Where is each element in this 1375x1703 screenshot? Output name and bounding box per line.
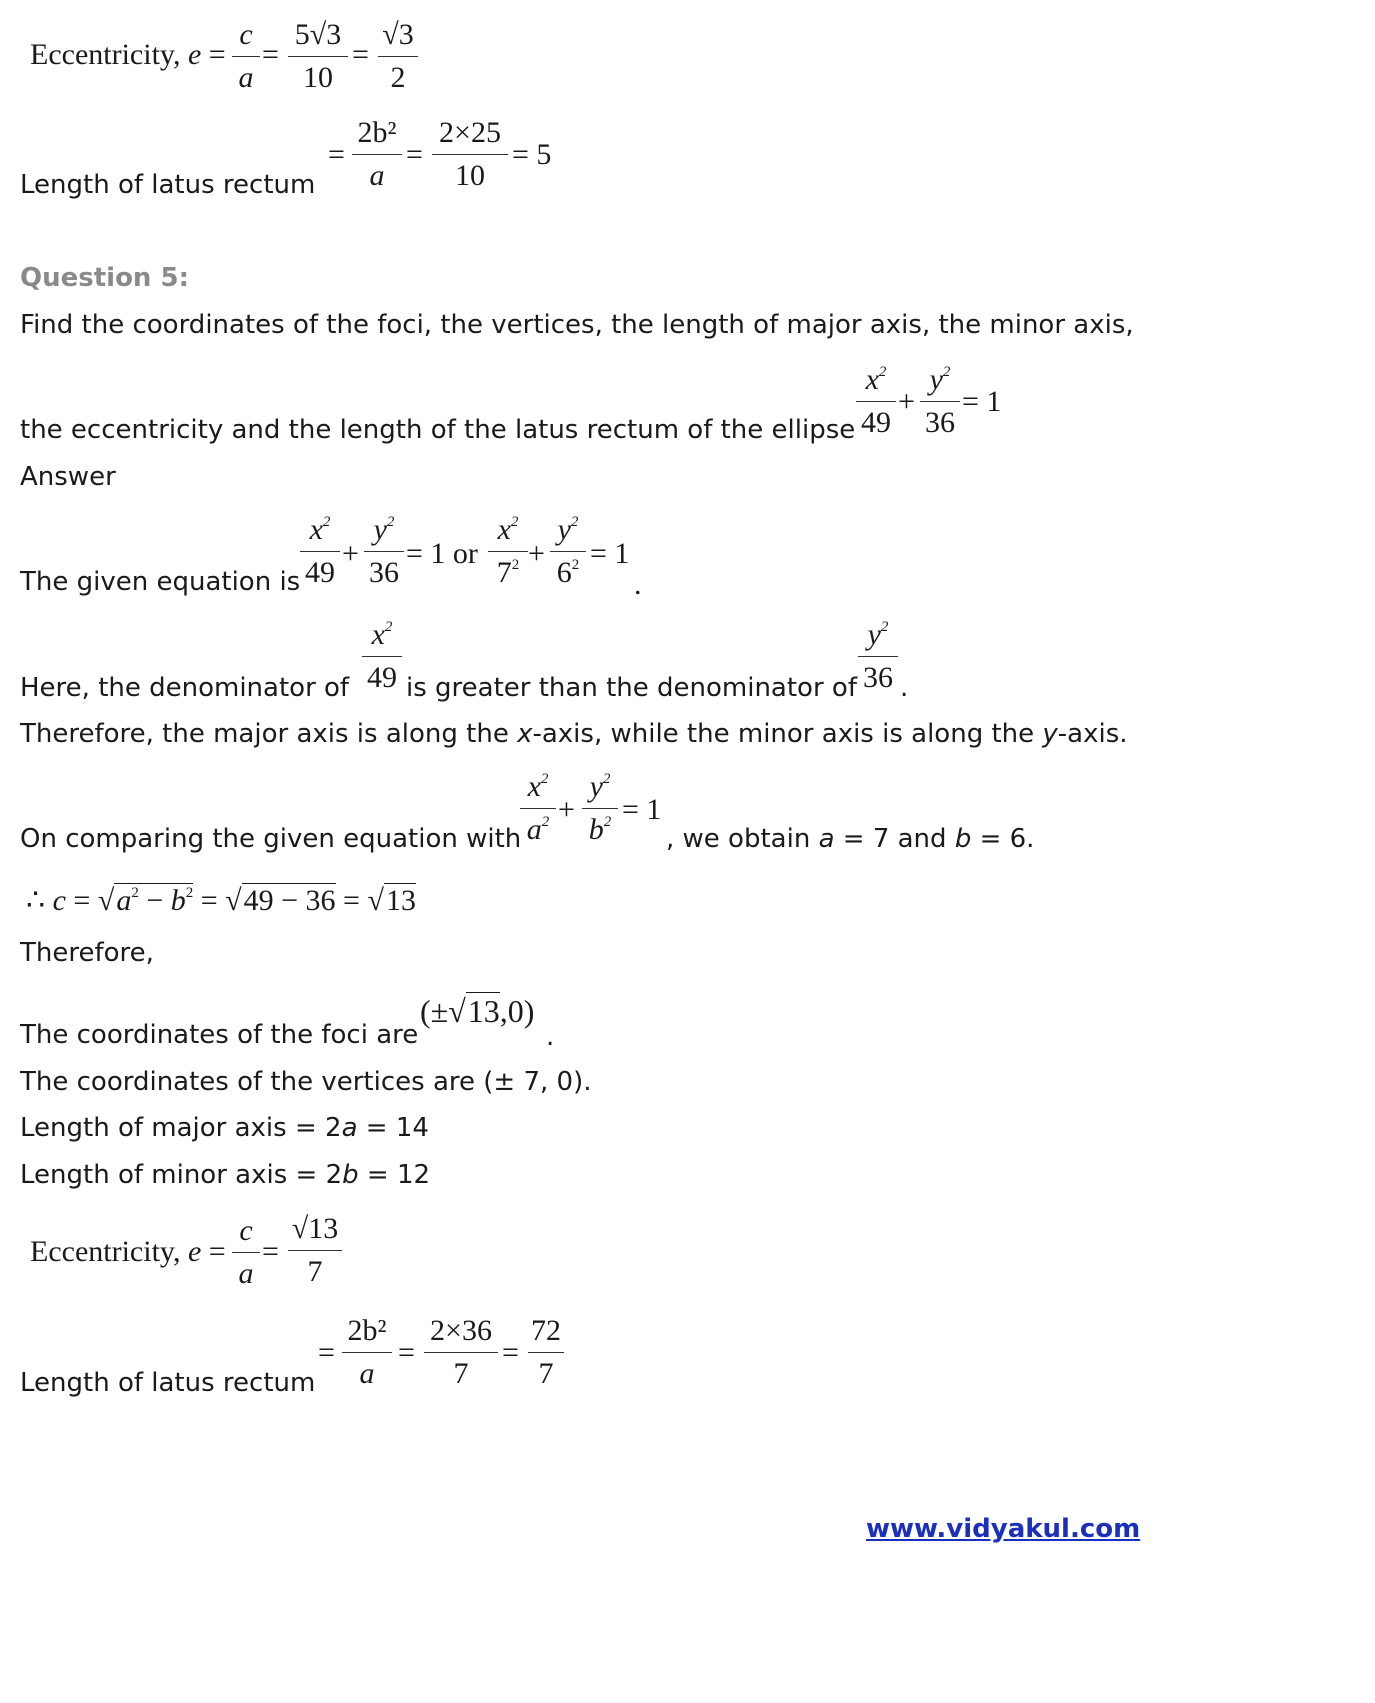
lr-frac-2: 2×36 7: [424, 1316, 498, 1389]
here-x-frac: $x^2$ 49: [362, 620, 402, 693]
given-y-frac-2: $y^2$ $6^2$: [550, 515, 586, 588]
prev-ecc-frac-3: √3 2: [378, 20, 418, 93]
foci-period: .: [546, 1022, 555, 1052]
question-5-text-line-2: the eccentricity and the length of the latus rectum of the ellipse: [20, 415, 856, 445]
vidyakul-website-link[interactable]: www.vidyakul.com: [866, 1514, 1141, 1544]
here-y-frac: $y^2$ 36: [858, 620, 898, 693]
ecc-frac-1: c a: [232, 1216, 260, 1289]
major-axis-length: Length of major axis = 2a = 14: [20, 1113, 429, 1143]
vertices-text: The coordinates of the vertices are (± 7, 0).: [20, 1067, 592, 1097]
given-period: .: [634, 568, 642, 601]
lr-eq-2: =: [398, 1336, 415, 1369]
minor-axis-length: Length of minor axis = 2b = 12: [20, 1160, 431, 1190]
prev-lr-frac-1: 2b² a: [352, 118, 402, 191]
given-plus-1: +: [342, 537, 359, 570]
prev-lr-eq-1: =: [328, 138, 345, 171]
standard-y-frac: $y^2$ $b^2$: [582, 772, 618, 845]
here-denominator-text: Here, the denominator of: [20, 673, 350, 703]
eccentricity-label: Eccentricity, e =: [30, 1235, 226, 1268]
prev-ecc-eq-1: =: [262, 38, 279, 71]
given-plus-2: +: [528, 537, 545, 570]
given-equation-text: The given equation is: [20, 567, 301, 597]
question-ellipse-plus: +: [898, 385, 915, 418]
standard-equals: = 1: [622, 793, 662, 826]
question-ellipse-y-frac: $y^2$ 36: [920, 365, 960, 438]
question-ellipse-equals: = 1: [962, 385, 1002, 418]
c-calculation: ∴ $c = √a^2 - b^2 = √49 - 36 = √13$: [26, 884, 416, 917]
prev-ecc-frac-1: c a: [232, 20, 260, 93]
ecc-frac-2: √13 7: [288, 1214, 342, 1287]
lr-eq-1: =: [318, 1336, 335, 1369]
prev-latus-rectum-label: Length of latus rectum: [20, 170, 316, 200]
prev-ecc-frac-2: 5√3 10: [288, 20, 348, 93]
question-ellipse-x-frac: $x^2$ 49: [856, 365, 896, 438]
lr-frac-1: 2b² a: [342, 1316, 392, 1389]
ecc-eq: =: [262, 1235, 279, 1268]
prev-lr-result: = 5: [512, 138, 552, 171]
foci-value: (±√13,0): [420, 993, 535, 1029]
greater-than-text: is greater than the denominator of: [406, 673, 857, 703]
prev-lr-frac-2: 2×25 10: [432, 118, 508, 191]
lr-frac-3: 72 7: [528, 1316, 564, 1389]
lr-eq-3: =: [502, 1336, 519, 1369]
therefore-label: Therefore,: [20, 938, 154, 968]
latus-rectum-label: Length of latus rectum: [20, 1368, 316, 1398]
given-equals-1: = 1 or: [406, 537, 478, 570]
foci-text: The coordinates of the foci are: [20, 1020, 419, 1050]
prev-ecc-eq-2: =: [352, 38, 369, 71]
major-axis-direction-text: Therefore, the major axis is along the x-axis, while the minor axis is along the y-axis.: [20, 719, 1128, 749]
comparing-text: On comparing the given equation with: [20, 824, 522, 854]
given-x-frac-2: $x^2$ $7^2$: [488, 515, 528, 588]
answer-label: Answer: [20, 462, 116, 492]
standard-x-frac: $x^2$ $a^2$: [520, 772, 556, 845]
given-x-frac: $x^2$ 49: [300, 515, 340, 588]
here-period: .: [900, 673, 909, 703]
prev-eccentricity-label: Eccentricity, e =: [30, 38, 226, 71]
prev-lr-eq-2: =: [406, 138, 423, 171]
obtain-values-text: , we obtain a = 7 and b = 6.: [666, 824, 1035, 854]
given-y-frac: $y^2$ 36: [364, 515, 404, 588]
question-5-text-line-1: Find the coordinates of the foci, the vertices, the length of major axis, the minor axis,: [20, 310, 1134, 340]
question-5-heading: Question 5:: [20, 263, 189, 293]
standard-plus: +: [558, 793, 575, 826]
given-equals-2: = 1: [590, 537, 630, 570]
